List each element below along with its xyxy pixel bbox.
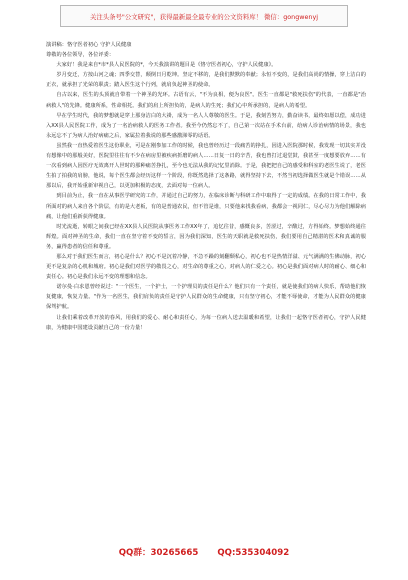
banner-text: 关注头条号"公文研究"，获得最新最全最专业的公文资料库！ 微信：gongwenyj: [89, 12, 319, 21]
document-body: [46, 40, 366, 333]
doc-paragraph: 诺尔曼·白求恩曾经说过："一个医生，一个护士，一个护理员的责任是什么？他们只有一个责任，就是使我们的病人快乐，帮助他们恢复健康，恢复力量。"作为一名医生，我们肩负的责任是守护人民群众的生命健康，只有坚守初心，才能不辱使命，才能为人民群众的健康保驾护航。: [46, 284, 366, 311]
doc-paragraph: 让我们乘着改革开放的春风，用我们的爱心、耐心和责任心，为每一位病人送去温暖和希望，让我们一起恪守医者初心，守护人民健康，为健康中国建设贡献自己的一份力量！: [46, 314, 366, 331]
doc-salutation: 尊敬的各位领导，各位评委：: [46, 52, 115, 59]
doc-paragraph: 时光流逝，转眼之间我已经在XX县人民医院从事医务工作XX年了，追忆往昔，感慨良多，苦涩过，辛酸过，方得始终。梦想始终通往辉煌。面对神圣的生命，我们一直在坚守着不变的誓言，因为我们深知，医生的天职就是救死扶伤，我们要用自己精湛的医术和真诚的服务，赢得患者的信任和尊重。: [46, 223, 366, 250]
footer-qq: QQ:535304092: [217, 548, 290, 558]
header-banner: [60, 5, 348, 27]
doc-paragraph: 虽然我一直热爱着医生这份职业，可是在刚参加工作的时候，我也曾经历过一段痛苦的挣扎，因进入医院那时候，我发现一切其实并没有想像中的那般美好，医院里往往有不少在病房里被疾病折磨的病人……日复一日的辛苦，我也曾打过退堂鼓，我甚至一度想要放弃……有一次看到病人因医疗无效离开人世时的那种痛苦挣扎，至今也无法从我的记忆里消除。于是，我把把自己的感受和科室的老医生说了，老医生拍了拍我的肩膀，他说，每个医生都会经历这样一个阶段，你既然选择了这条路，就得坚持下去，不然当初选择做医生就是个错误……从那以后，我开始重新审视自己，以更加积极的态度，去面对每一位病人。: [46, 142, 366, 190]
doc-paragraph: 岁月变迁，方按山河之魂；四季交替，颠倒日月乾坤。坚定不移的，是我们默默的奉献；永恒不变的，是我们高尚的情操，穿上洁白的正衣，就承担了光荣的职责；踏入医生这个行列，就肩负起神圣的使命。: [46, 72, 366, 89]
doc-paragraph: 自古以来，医生的头顶就自带着一个神圣的光环。古语有云，"不为良相，便为良医"。医生一直都是"救死扶伤"的代表，一直都是"治病救人"的先锋。健康所系，性命相托。我们的肩上所担负的，是病人的生死；我们心中所承担的，是病人的希望。: [46, 92, 366, 109]
footer-contact: [0, 546, 408, 558]
footer-qq-group: QQ群：30265665: [118, 548, 199, 558]
doc-paragraph: 大家好！我是来自*市*县人民医院的*，今天我演讲的题目是《恪守医者初心，守护人民健康》。: [56, 62, 277, 69]
doc-title-line: 演讲稿：恪守医者初心 守护人民健康: [46, 42, 132, 48]
doc-paragraph: 那么对于我们医生而言，初心是什么？初心不是沉着冷静，不急不躁的刻翻颓私心，初心也不是热情洋溢、元气满满的生佛动脉，初心更不是复杂的心机和城府。初心是我们对医学的敬畏之心，对生命的尊重之心，对病人的仁爱之心。初心是我们面对病人时的耐心、细心和责任心。初心是我们永远不变的理想和信念。: [46, 253, 366, 281]
doc-paragraph: 早在学生时代，我的梦想就是穿上那身洁白的大褂，成为一名人人尊敬的医生。于是，我刻苦努力，勤奋读书，最终如愿以偿，成功进入XX县人民医院工作，成为了一名治病救人的医务工作者。我至今仍然忘不了，自己第一次站在手术台前，给病人诊治病情的场景，我也永远忘不了为病人治好病痛之后，家属拉着我说的那些感激涕零的话语。: [46, 112, 366, 139]
doc-paragraph: 到目前为止，我一直在从事医学研究的工作，并通过自己的努力，在临床诊断与科研工作中取得了一定的成绩。在我的日常工作中，我所面对的病人来自各个阶层，有的是大老板，有的是普通农民，但不管是谁，只要他来找我看病，我都会一视同仁，尽心尽力为他们解除病痛，让他们重新获得健康。: [46, 193, 366, 220]
